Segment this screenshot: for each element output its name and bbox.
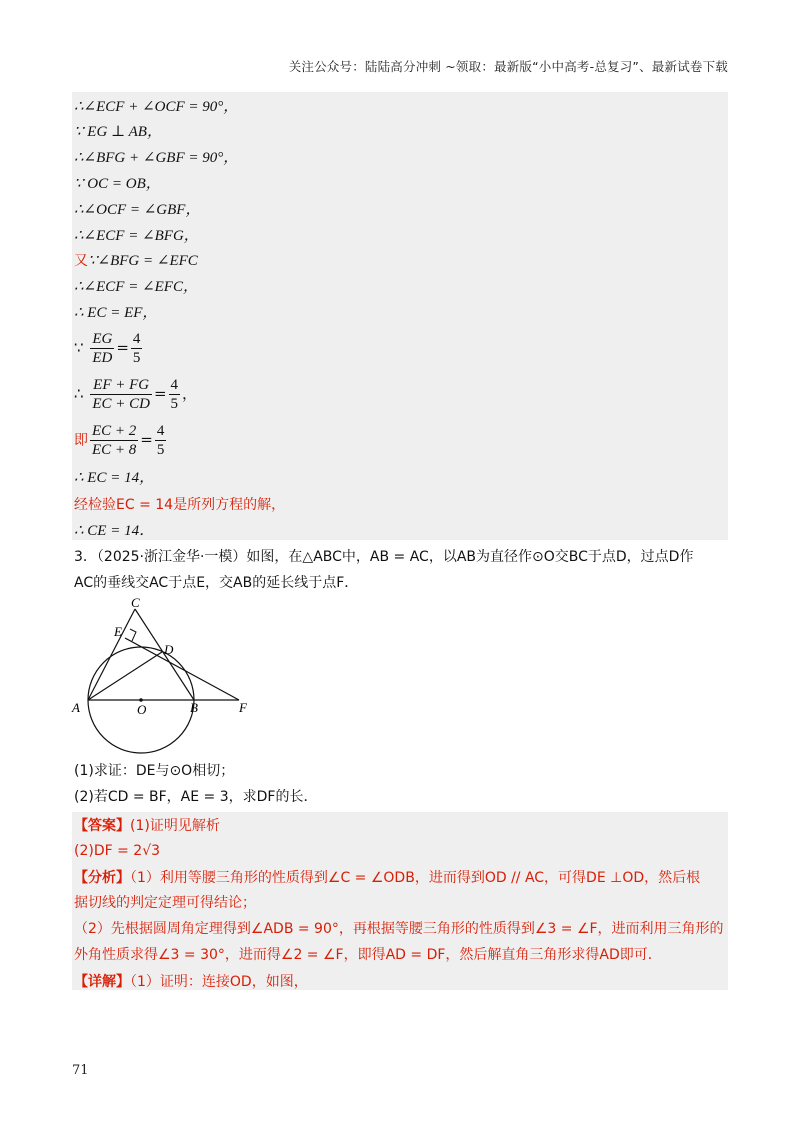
- solution-line: ∵ OC = OB，: [74, 176, 161, 192]
- label-c: C: [131, 596, 140, 610]
- fraction: $\frac{EF + FG}{EC + CD}$: [92, 377, 150, 412]
- solution-line: 经检验EC = 14是所列方程的解，: [74, 497, 286, 513]
- solution-line: ∴∠OCF = ∠GBF，: [74, 202, 201, 218]
- problem-line: AC的垂线交AC于点E，交AB的延长线于点F．: [74, 575, 359, 591]
- analysis-para: 据切线的判定定理可得结论；: [74, 895, 256, 911]
- page-number: 71: [72, 1063, 89, 1078]
- question-1: (1)求证：DE与⊙O相切；: [74, 763, 235, 779]
- segment-ef: [125, 638, 239, 700]
- label-e: E: [114, 624, 122, 639]
- solution-line: ∴∠BFG + ∠GBF = 90°，: [74, 150, 239, 166]
- solution-line: ∴∠ECF = ∠EFC，: [74, 279, 198, 295]
- question-2: (2)若CD = BF，AE = 3，求DF的长．: [74, 789, 318, 805]
- segment-ac: [88, 609, 135, 700]
- label-o: O: [137, 702, 147, 717]
- solution-line: 又∵∠BFG = ∠EFC: [74, 253, 198, 269]
- right-angle-mark: [130, 629, 136, 641]
- page-header: 关注公众号：陆陆高分冲刺 ~领取：最新版“小中高考-总复习”、最新试卷下载: [288, 59, 728, 74]
- solution-line: ∴∠ECF + ∠OCF = 90°，: [74, 99, 239, 115]
- fraction: $\frac{4}{5}$: [170, 377, 179, 412]
- solution-line: ∴ CE = 14．: [74, 523, 155, 539]
- detail-line: 【详解】（1）证明：连接OD，如图，: [74, 974, 308, 990]
- label-f: F: [239, 700, 247, 715]
- analysis-para: 外角性质求得∠3 = 30°，进而得∠2 = ∠F，即得AD = DF，然后解直角三角形求得AD即可．: [74, 947, 662, 963]
- analysis-para: （2）先根据圆周角定理得到∠ADB = 90°，再根据等腰三角形的性质得到∠3 = ∠F，进而利用三角形的: [74, 921, 724, 937]
- solution-fraction-line: ∴ $\frac{EF + FG}{EC + CD}$ = $\frac{4}{5}$ ，: [74, 377, 198, 412]
- fraction: $\frac{EC + 2}{EC + 8}$: [92, 423, 137, 458]
- solution-fraction-line: ∵ $\frac{EG}{ED}$ = $\frac{4}{5}$: [74, 331, 141, 366]
- solution-line: ∴∠ECF = ∠BFG，: [74, 228, 199, 244]
- fraction: $\frac{4}{5}$: [132, 331, 141, 366]
- label-a: A: [72, 700, 80, 715]
- label-b: B: [190, 700, 198, 715]
- problem-line: 3．（2025·浙江金华·一模）如图，在△ABC中，AB = AC，以AB为直径作⊙O交BC于点D，过点D作: [74, 549, 694, 565]
- solution-fraction-line: 即 $\frac{EC + 2}{EC + 8}$ = $\frac{4}{5}$: [74, 423, 165, 458]
- fraction: $\frac{EG}{ED}$: [92, 331, 113, 366]
- segment-ad: [88, 652, 162, 700]
- label-d: D: [164, 642, 174, 657]
- fraction: $\frac{4}{5}$: [156, 423, 165, 458]
- answer-line: (2)DF = 2√3: [74, 843, 161, 859]
- answer-line: 【答案】(1)证明见解析: [74, 818, 220, 834]
- analysis-para: 【分析】（1）利用等腰三角形的性质得到∠C = ∠ODB，进而得到OD // AC，可得DE ⊥OD，然后根: [74, 870, 701, 886]
- solution-line: ∵ EG ⊥ AB，: [74, 124, 162, 140]
- solution-line: ∴ EC = 14，: [74, 470, 155, 486]
- solution-line: ∴ EC = EF，: [74, 305, 158, 321]
- geometry-figure: [68, 596, 258, 756]
